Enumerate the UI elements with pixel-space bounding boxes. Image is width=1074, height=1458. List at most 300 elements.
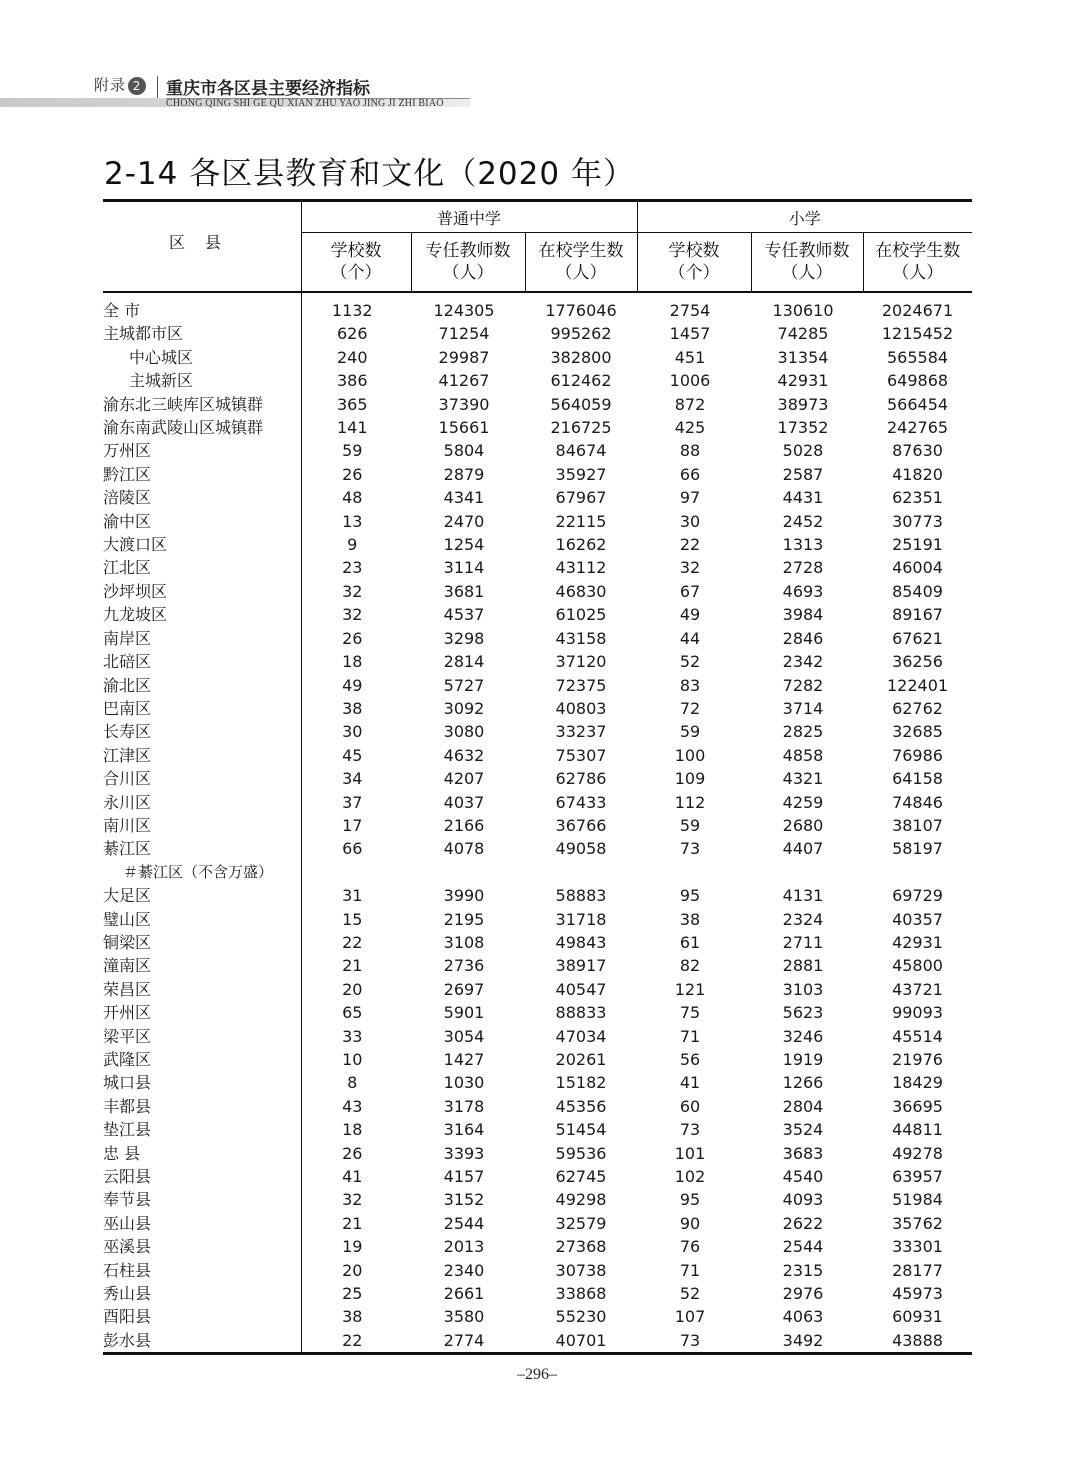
- cell-value: 2754: [669, 301, 711, 320]
- cell-value: 565584: [886, 347, 949, 367]
- cell-value: 3108: [443, 932, 485, 952]
- cell-value: 1254: [443, 535, 485, 555]
- running-header-title: 重庆市各区县主要经济指标: [166, 79, 370, 99]
- cell-value: 32: [342, 605, 363, 625]
- cell-value: 33: [342, 1026, 363, 1046]
- cell-value: 4093: [782, 1190, 824, 1210]
- cell-value: 18429: [892, 1073, 943, 1093]
- cell-value: 2452: [782, 511, 824, 531]
- cell-value: 130610: [772, 301, 834, 320]
- cell-value: 2825: [782, 722, 824, 742]
- cell-value: 33868: [555, 1284, 607, 1304]
- cell-value: 74285: [777, 324, 829, 344]
- cell-value: 75307: [555, 745, 607, 765]
- cell-value: 28177: [892, 1260, 943, 1280]
- cell-value: 99093: [892, 1003, 943, 1023]
- cell-value: 83: [679, 675, 701, 695]
- cell-value: 71: [679, 1260, 701, 1280]
- region-name: 主城都市区: [103, 322, 301, 345]
- cell-value: 2711: [782, 932, 824, 952]
- cell-value: 4537: [443, 605, 485, 625]
- column-header-unit: （人）: [781, 263, 833, 283]
- cell-value: 23: [342, 558, 363, 578]
- region-name: 江津区: [103, 744, 301, 767]
- appendix-number-badge: 2: [128, 77, 146, 95]
- region-name: 彭水县: [103, 1329, 301, 1354]
- cell-value: 3393: [443, 1143, 485, 1163]
- table-row: [103, 1235, 972, 1258]
- region-name: 开州区: [103, 1001, 301, 1024]
- cell-value: 72: [679, 698, 701, 718]
- column-header-unit: （个）: [668, 263, 720, 283]
- cell-value: 49: [679, 605, 701, 625]
- cell-value: 40357: [892, 909, 943, 929]
- cell-value: 124305: [433, 301, 495, 320]
- cell-value: 30738: [555, 1260, 607, 1280]
- cell-value: 51984: [892, 1190, 943, 1210]
- column-header: [637, 233, 751, 293]
- cell-value: 64158: [892, 769, 943, 789]
- table-row: [103, 954, 972, 977]
- cell-value: 36695: [892, 1096, 943, 1116]
- table-row: [103, 697, 972, 720]
- region-name: 璧山区: [103, 908, 301, 931]
- region-name: 潼南区: [103, 954, 301, 977]
- cell-value: 25191: [892, 535, 943, 555]
- cell-value: 2544: [782, 1237, 824, 1257]
- table-row: [103, 791, 972, 814]
- cell-value: 4431: [782, 488, 824, 508]
- cell-value: 872: [674, 394, 706, 414]
- table-row: [103, 1095, 972, 1118]
- cell-value: 2587: [782, 464, 824, 484]
- cell-value: 97: [679, 488, 701, 508]
- cell-value: [751, 861, 863, 884]
- table-row: [103, 603, 972, 626]
- column-header: [525, 233, 637, 293]
- cell-value: 4259: [782, 792, 824, 812]
- cell-value: 3054: [443, 1026, 485, 1046]
- cell-value: 365: [336, 394, 368, 414]
- cell-value: 1776046: [545, 301, 617, 320]
- region-name: 九龙坡区: [103, 603, 301, 626]
- cell-value: 37: [342, 792, 363, 812]
- cell-value: 4157: [443, 1167, 485, 1187]
- table-row: [103, 1212, 972, 1235]
- cell-value: 5901: [443, 1003, 485, 1023]
- table-row: [103, 720, 972, 743]
- region-name: 石柱县: [103, 1259, 301, 1282]
- cell-value: 49: [342, 675, 363, 695]
- cell-value: 107: [674, 1307, 706, 1327]
- cell-value: 62351: [892, 488, 943, 508]
- region-name: 大渡口区: [103, 533, 301, 556]
- education-culture-table: [103, 199, 972, 1355]
- cell-value: 3114: [443, 558, 485, 578]
- cell-value: 76: [679, 1237, 701, 1257]
- cell-value: 2166: [443, 815, 485, 835]
- table-row: [103, 837, 972, 860]
- cell-value: 67: [679, 581, 701, 601]
- cell-value: 35762: [892, 1213, 943, 1233]
- cell-value: 41: [679, 1073, 701, 1093]
- cell-value: [525, 861, 637, 884]
- column-header-name: 学校数: [668, 241, 720, 261]
- cell-value: 3681: [443, 581, 485, 601]
- cell-value: 141: [336, 418, 368, 438]
- cell-value: 45800: [892, 956, 943, 976]
- cell-value: 26: [342, 628, 363, 648]
- cell-value: 63957: [892, 1167, 943, 1187]
- region-name: 涪陵区: [103, 486, 301, 509]
- cell-value: 4858: [782, 745, 824, 765]
- cell-value: 22: [342, 932, 363, 952]
- cell-value: 35927: [555, 464, 607, 484]
- cell-value: 5804: [443, 441, 485, 461]
- cell-value: 2024671: [881, 301, 954, 320]
- region-name: ＃綦江区（不含万盛）: [103, 861, 301, 884]
- page-number: –296–: [517, 1366, 557, 1383]
- appendix-tag: [94, 74, 146, 96]
- cell-value: 2976: [782, 1284, 824, 1304]
- table-row: [103, 580, 972, 603]
- cell-value: 42931: [892, 932, 943, 952]
- table-row: [103, 978, 972, 1001]
- cell-value: 60: [679, 1096, 701, 1116]
- table-row: [103, 627, 972, 650]
- cell-value: 18: [342, 1120, 363, 1140]
- cell-value: 13: [342, 511, 363, 531]
- table-row: [103, 556, 972, 579]
- cell-value: 59: [342, 441, 363, 461]
- table-row: [103, 674, 972, 697]
- cell-value: 2340: [443, 1260, 485, 1280]
- table-row: [103, 650, 972, 673]
- cell-value: [863, 861, 972, 884]
- region-name: 全 市: [103, 292, 301, 322]
- table-row: [103, 510, 972, 533]
- table-row: [103, 1259, 972, 1282]
- table-row: [103, 1188, 972, 1211]
- cell-value: 43: [342, 1096, 363, 1116]
- cell-value: 4207: [443, 769, 485, 789]
- cell-value: 3714: [782, 698, 824, 718]
- region-name: 奉节县: [103, 1188, 301, 1211]
- cell-value: 25: [342, 1284, 363, 1304]
- cell-value: 3990: [443, 886, 485, 906]
- cell-value: 2544: [443, 1213, 485, 1233]
- region-name: 云阳县: [103, 1165, 301, 1188]
- cell-value: 5727: [443, 675, 485, 695]
- table-row: [103, 1118, 972, 1141]
- region-name: 沙坪坝区: [103, 580, 301, 603]
- cell-value: 49843: [555, 932, 607, 952]
- table-row: [103, 1282, 972, 1305]
- cell-value: 67433: [555, 792, 607, 812]
- table-row: [103, 1142, 972, 1165]
- region-name: 黔江区: [103, 463, 301, 486]
- cell-value: 16262: [555, 535, 607, 555]
- region-name: 武隆区: [103, 1048, 301, 1071]
- region-name: 渝东北三峡库区城镇群: [103, 393, 301, 416]
- table-row: [103, 1001, 972, 1024]
- region-name: 秀山县: [103, 1282, 301, 1305]
- cell-value: 46830: [555, 581, 607, 601]
- region-name: 巫山县: [103, 1212, 301, 1235]
- cell-value: 69729: [892, 886, 943, 906]
- cell-value: 38917: [555, 956, 607, 976]
- cell-value: 2879: [443, 464, 485, 484]
- group-header-middle-school: 普通中学: [301, 201, 637, 233]
- cell-value: 82: [679, 956, 701, 976]
- cell-value: 48: [342, 488, 363, 508]
- cell-value: 4063: [782, 1307, 824, 1327]
- cell-value: 31354: [777, 347, 829, 367]
- cell-value: 41820: [892, 464, 943, 484]
- cell-value: 4131: [782, 886, 824, 906]
- cell-value: 21: [342, 1213, 363, 1233]
- region-column-header: 区县: [103, 201, 301, 293]
- cell-value: 3492: [751, 1329, 863, 1354]
- cell-value: 5028: [782, 441, 824, 461]
- cell-value: 18: [342, 652, 363, 672]
- cell-value: 2881: [782, 956, 824, 976]
- cell-value: 89167: [892, 605, 943, 625]
- cell-value: 100: [674, 745, 706, 765]
- cell-value: 1266: [782, 1073, 824, 1093]
- cell-value: 66: [342, 839, 363, 859]
- cell-value: 2680: [782, 815, 824, 835]
- cell-value: 58883: [555, 886, 607, 906]
- cell-value: 1132: [331, 301, 373, 320]
- page-title: 2-14 各区县教育和文化（2020 年）: [104, 156, 635, 192]
- region-name: 长寿区: [103, 720, 301, 743]
- region-name: 主城新区: [103, 369, 301, 392]
- region-name: 巴南区: [103, 697, 301, 720]
- cell-value: 45356: [555, 1096, 607, 1116]
- cell-value: 88833: [555, 1003, 607, 1023]
- cell-value: 46004: [892, 558, 943, 578]
- cell-value: 386: [336, 371, 368, 391]
- cell-value: 20: [342, 979, 363, 999]
- cell-value: 10: [342, 1050, 363, 1069]
- table-row: [103, 767, 972, 790]
- cell-value: 30: [342, 722, 363, 742]
- cell-value: 3580: [443, 1307, 485, 1327]
- table-row: [103, 533, 972, 556]
- cell-value: 4078: [443, 839, 485, 859]
- running-header-pinyin: CHONG QING SHI GE QU XIAN ZHU YAO JING JI ZHI BIAO: [166, 98, 444, 109]
- cell-value: 4407: [782, 839, 824, 859]
- cell-value: 95: [679, 1190, 701, 1210]
- cell-value: 4693: [782, 581, 824, 601]
- cell-value: 425: [674, 418, 706, 438]
- cell-value: 67967: [555, 488, 607, 508]
- cell-value: 612462: [550, 371, 612, 391]
- region-name: 渝东南武陵山区城镇群: [103, 416, 301, 439]
- cell-value: 3298: [443, 628, 485, 648]
- cell-value: 52: [679, 1284, 701, 1304]
- region-name: 渝北区: [103, 674, 301, 697]
- cell-value: 33237: [555, 722, 607, 742]
- cell-value: 85409: [892, 581, 943, 601]
- column-header-name: 专任教师数: [764, 241, 850, 261]
- cell-value: 1215452: [881, 324, 954, 344]
- cell-value: 38: [679, 909, 701, 929]
- cell-value: 4341: [443, 488, 485, 508]
- cell-value: 87630: [892, 441, 943, 461]
- cell-value: 65: [342, 1003, 363, 1023]
- cell-value: 62762: [892, 698, 943, 718]
- column-header: [301, 233, 411, 293]
- cell-value: 41267: [438, 371, 490, 391]
- cell-value: 2661: [443, 1284, 485, 1304]
- cell-value: 76986: [892, 745, 943, 765]
- cell-value: 38: [342, 1307, 363, 1327]
- cell-value: 21976: [892, 1050, 943, 1069]
- cell-value: 45: [342, 745, 363, 765]
- table-row: [103, 322, 972, 345]
- cell-value: 3092: [443, 698, 485, 718]
- cell-value: 59: [679, 722, 701, 742]
- cell-value: 38107: [892, 815, 943, 835]
- cell-value: 61025: [555, 605, 607, 625]
- cell-value: 1006: [669, 371, 711, 391]
- cell-value: 40547: [555, 979, 607, 999]
- region-name: 大足区: [103, 884, 301, 907]
- cell-value: 19: [342, 1237, 363, 1257]
- cell-value: 566454: [886, 394, 949, 414]
- cell-value: 43112: [555, 558, 607, 578]
- cell-value: 88: [679, 441, 701, 461]
- cell-value: 3524: [782, 1120, 824, 1140]
- table-row: [103, 1048, 972, 1071]
- cell-value: 30773: [892, 511, 943, 531]
- cell-value: 5623: [782, 1003, 824, 1023]
- cell-value: 242765: [886, 418, 949, 438]
- table-row: [103, 744, 972, 767]
- cell-value: [301, 861, 411, 884]
- column-header-name: 在校学生数: [538, 241, 624, 261]
- cell-value: 59536: [555, 1143, 607, 1163]
- cell-value: 38973: [777, 394, 829, 414]
- cell-value: 31: [342, 886, 363, 906]
- cell-value: 32: [679, 558, 701, 578]
- region-name: 城口县: [103, 1071, 301, 1094]
- cell-value: 649868: [886, 371, 949, 391]
- table-row: [103, 908, 972, 931]
- table-row: [103, 1305, 972, 1328]
- cell-value: 1919: [782, 1050, 824, 1069]
- cell-value: 3246: [782, 1026, 824, 1046]
- cell-value: 564059: [550, 394, 612, 414]
- cell-value: 37390: [438, 394, 490, 414]
- cell-value: 60931: [892, 1307, 943, 1327]
- cell-value: 2324: [782, 909, 824, 929]
- column-header-unit: （人）: [555, 263, 607, 283]
- cell-value: 27368: [555, 1237, 607, 1257]
- cell-value: 51454: [555, 1120, 607, 1140]
- cell-value: 52: [679, 652, 701, 672]
- cell-value: 122401: [886, 675, 949, 695]
- cell-value: 626: [336, 324, 368, 344]
- cell-value: 1313: [782, 535, 824, 555]
- cell-value: 4540: [782, 1167, 824, 1187]
- cell-value: 75: [679, 1003, 701, 1023]
- cell-value: 3178: [443, 1096, 485, 1116]
- cell-value: 451: [674, 347, 706, 367]
- cell-value: 2342: [782, 652, 824, 672]
- cell-value: 112: [674, 792, 706, 812]
- cell-value: 71254: [438, 324, 490, 344]
- cell-value: 1030: [443, 1073, 485, 1093]
- region-name: 北碚区: [103, 650, 301, 673]
- cell-value: 2736: [443, 956, 485, 976]
- cell-value: 61: [679, 932, 701, 952]
- cell-value: 2013: [443, 1237, 485, 1257]
- cell-value: 37120: [555, 652, 607, 672]
- cell-value: 17: [342, 815, 363, 835]
- cell-value: 47034: [555, 1026, 607, 1046]
- region-name: 梁平区: [103, 1025, 301, 1048]
- cell-value: 21: [342, 956, 363, 976]
- region-name: 巫溪县: [103, 1235, 301, 1258]
- cell-value: 33301: [892, 1237, 943, 1257]
- cell-value: 7282: [782, 675, 824, 695]
- cell-value: 90: [679, 1213, 701, 1233]
- table-row: [103, 439, 972, 462]
- column-header: [863, 233, 972, 293]
- column-header-unit: （人）: [442, 263, 494, 283]
- cell-value: 59: [679, 815, 701, 835]
- table-row: [103, 1165, 972, 1188]
- cell-value: 32579: [555, 1213, 607, 1233]
- cell-value: 3683: [782, 1143, 824, 1163]
- column-header-name: 在校学生数: [875, 241, 961, 261]
- cell-value: 9: [347, 535, 358, 555]
- cell-value: 74846: [892, 792, 943, 812]
- cell-value: 2846: [782, 628, 824, 648]
- cell-value: 72375: [555, 675, 607, 695]
- cell-value: 36766: [555, 815, 607, 835]
- cell-value: 216725: [550, 418, 612, 438]
- cell-value: 20261: [555, 1050, 607, 1069]
- region-name: 渝中区: [103, 510, 301, 533]
- table-row: [103, 1329, 972, 1354]
- cell-value: 121: [674, 979, 706, 999]
- cell-value: 15182: [555, 1073, 607, 1093]
- column-header-name: 学校数: [330, 241, 382, 261]
- cell-value: 45514: [892, 1026, 943, 1046]
- cell-value: 58197: [892, 839, 943, 859]
- cell-value: 62786: [555, 769, 607, 789]
- region-name: 酉阳县: [103, 1305, 301, 1328]
- cell-value: 26: [342, 464, 363, 484]
- table-row: [103, 369, 972, 392]
- cell-value: 109: [674, 769, 706, 789]
- cell-value: 22115: [555, 511, 607, 531]
- cell-value: 102: [674, 1167, 706, 1187]
- column-header: [751, 233, 863, 293]
- column-header-name: 专任教师数: [425, 241, 511, 261]
- cell-value: 56: [679, 1050, 701, 1069]
- cell-value: 2315: [782, 1260, 824, 1280]
- cell-value: 36256: [892, 652, 943, 672]
- cell-value: 3984: [782, 605, 824, 625]
- table-row: [103, 346, 972, 369]
- cell-value: 3080: [443, 722, 485, 742]
- region-name: 南岸区: [103, 627, 301, 650]
